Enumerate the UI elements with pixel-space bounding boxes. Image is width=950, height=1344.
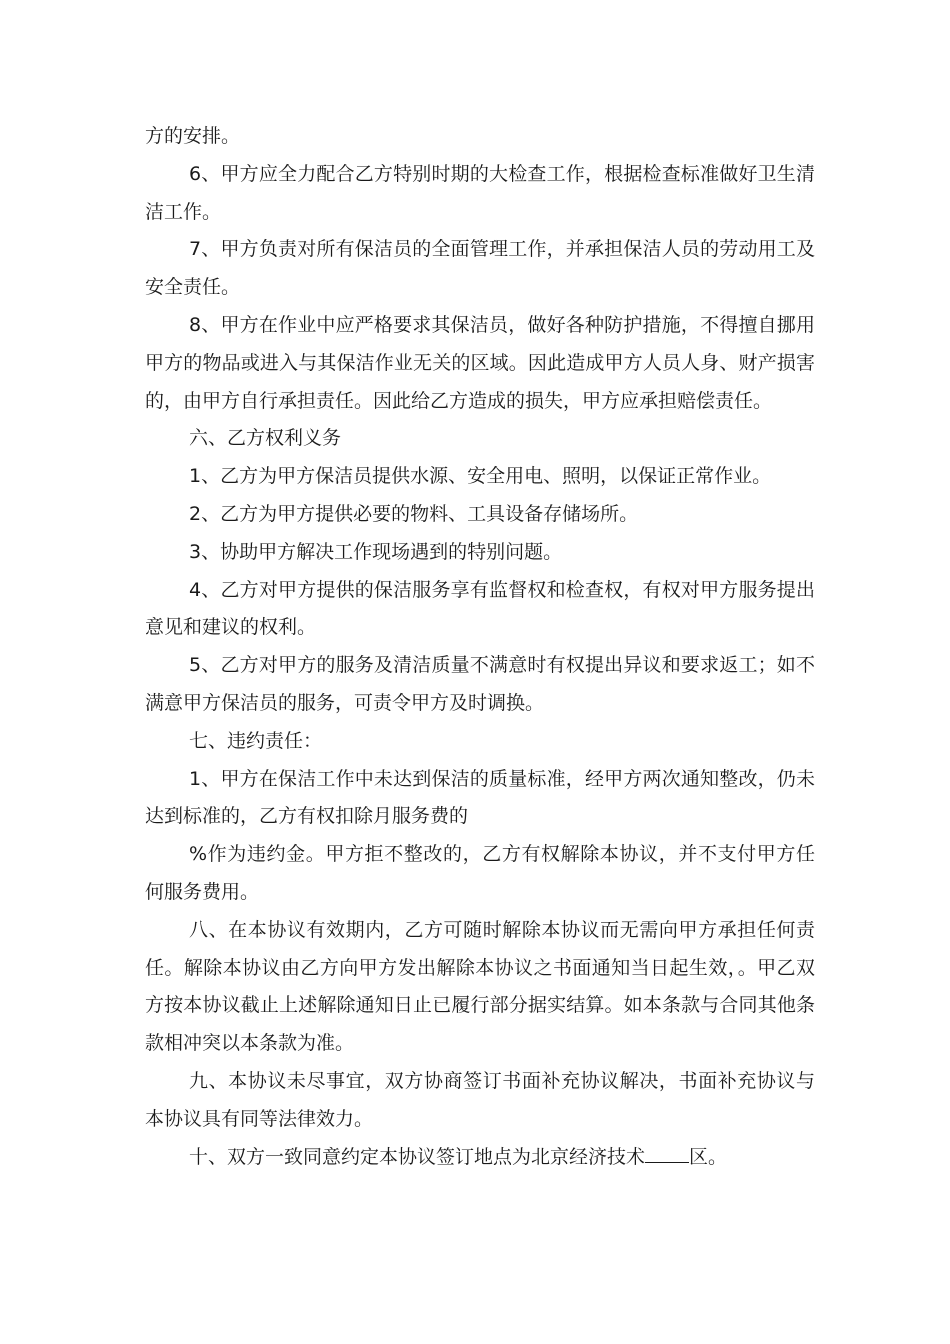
- paragraph-clause-nine: 九、本协议未尽事宜，双方协商签订书面补充协议解决，书面补充协议与本协议具有同等法律效力。: [145, 1069, 815, 1130]
- clause-ten-text: 十、双方一致同意约定本协议签订地点为北京经济技术: [189, 1145, 646, 1168]
- paragraph-clause-ten: [145, 1139, 815, 1177]
- paragraph-party-b-4: 4、乙方对甲方提供的保洁服务享有监督权和检查权，有权对甲方服务提出意见和建议的权利。: [145, 578, 815, 639]
- section-heading-7: 七、违约责任：: [189, 729, 323, 752]
- paragraph-clause-7: 7、甲方负责对所有保洁员的全面管理工作，并承担保洁人员的劳动用工及安全责任。: [145, 238, 815, 299]
- paragraph-continuation: 方的安排。: [145, 125, 241, 147]
- clause-ten-suffix: 区。: [689, 1145, 728, 1168]
- paragraph-party-b-5: 5、乙方对甲方的服务及清洁质量不满意时有权提出异议和要求返工；如不满意甲方保洁员的服务，可责令甲方及时调换。: [145, 654, 815, 714]
- paragraph-clause-8: 8、甲方在作业中应严格要求其保洁员，做好各种防护措施，不得擅自挪用甲方的物品或进入与其保洁作业无关的区域。因此造成甲方人员人身、财产损害的，由甲方自行承担责任。因此给乙方造成的损失，甲方应承担赔偿责任。: [145, 313, 815, 412]
- paragraph-party-b-1: 1、乙方为甲方保洁员提供水源、安全用电、照明，以保证正常作业。: [189, 465, 772, 488]
- document-body: [145, 118, 815, 1176]
- paragraph-clause-eight: 八、在本协议有效期内，乙方可随时解除本协议而无需向甲方承担任何责任。解除本协议由乙方向甲方发出解除本协议之书面通知当日起生效，。甲乙双方按本协议截止上述解除通知日止已履行部分据实结算。如本条款与合同其他条款相冲突以本条款为准。: [145, 918, 815, 1055]
- paragraph-breach-1: 1、甲方在保洁工作中未达到保洁的质量标准，经甲方两次通知整改，仍未达到标准的，乙方有权扣除月服务费的: [145, 767, 815, 828]
- paragraph-party-b-3: 3、协助甲方解决工作现场遇到的特别问题。: [189, 540, 563, 563]
- paragraph-clause-6: 6、甲方应全力配合乙方特别时期的大检查工作，根据检查标准做好卫生清洁工作。: [145, 162, 815, 223]
- paragraph-breach-1-cont: %作为违约金。甲方拒不整改的，乙方有权解除本协议，并不支付甲方任何服务费用。: [145, 843, 815, 903]
- section-heading-6: 六、乙方权利义务: [189, 427, 342, 450]
- fill-in-blank: [645, 1144, 689, 1163]
- paragraph-party-b-2: 2、乙方为甲方提供必要的物料、工具设备存储场所。: [189, 502, 639, 525]
